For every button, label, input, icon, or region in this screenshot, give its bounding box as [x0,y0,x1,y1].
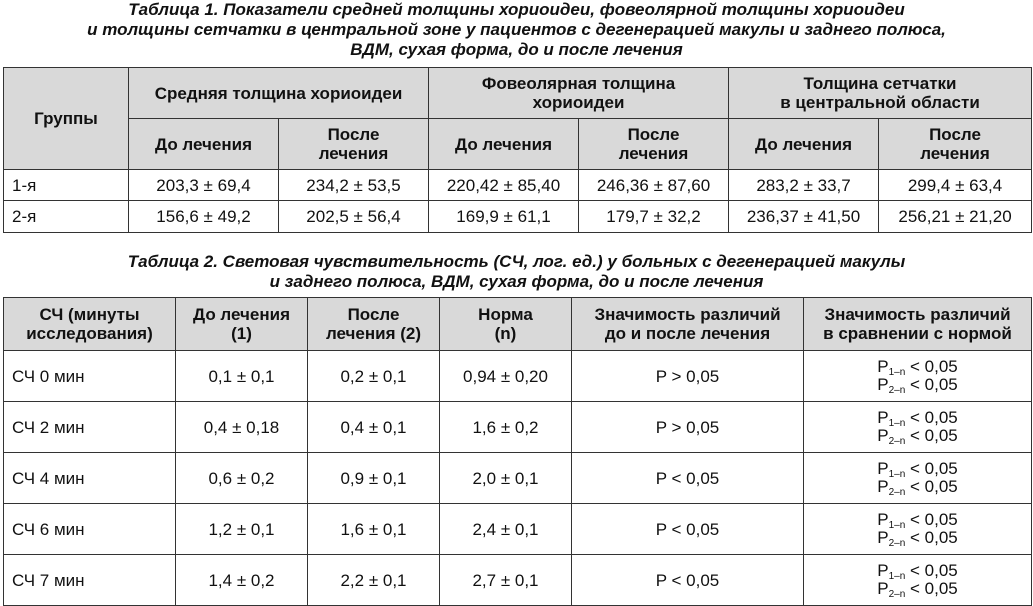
table1-caption-line: Таблица 1. Показатели средней толщины хориоидеи, фовеолярной толщины хориоидеи [128,0,905,19]
table2-caption [0,252,1033,292]
value-cell: 256,21 ± 21,20 [879,201,1032,233]
value-cell: 156,6 ± 49,2 [129,201,279,233]
table-row [4,351,1032,402]
norm-cell: 2,4 ± 0,1 [440,504,572,555]
value-cell: 220,42 ± 85,40 [429,170,579,201]
header-time: СЧ (минуты исследования) [4,298,176,351]
value-cell: 246,36 ± 87,60 [579,170,729,201]
groups-header: Группы [4,68,129,170]
table-row [4,504,1032,555]
p-before-after-cell: P < 0,05 [572,555,804,606]
sub-header-before: До лечения [129,119,279,170]
p-norm-cell: $P_{1-n} < 0,05$ $P_{2-n} < 0,05$ [804,453,1032,504]
after-cell: 2,2 ± 0,1 [308,555,440,606]
col-group-header: Фовеолярная толщина хориоидеи [429,68,729,119]
after-cell: 0,4 ± 0,1 [308,402,440,453]
table1 [3,67,1032,233]
time-cell: СЧ 6 мин [4,504,176,555]
table2 [3,297,1032,606]
header-after: После лечения (2) [308,298,440,351]
p-before-after-cell: P < 0,05 [572,453,804,504]
p-norm-cell: $P_{1-n} < 0,05$ $P_{2-n} < 0,05$ [804,351,1032,402]
norm-cell: 1,6 ± 0,2 [440,402,572,453]
after-cell: 0,9 ± 0,1 [308,453,440,504]
table2-caption-line: Таблица 2. Световая чувствительность (СЧ, лог. ед.) у больных с дегенерацией макулы [127,252,906,271]
sub-header-after: После лечения [579,119,729,170]
table-row [4,555,1032,606]
before-cell: 1,4 ± 0,2 [176,555,308,606]
value-cell: 234,2 ± 53,5 [279,170,429,201]
value-cell: 179,7 ± 32,2 [579,201,729,233]
col-group-header: Толщина сетчатки в центральной области [729,68,1032,119]
sub-header-after: После лечения [879,119,1032,170]
value-cell: 283,2 ± 33,7 [729,170,879,201]
value-cell: 203,3 ± 69,4 [129,170,279,201]
norm-cell: 0,94 ± 0,20 [440,351,572,402]
table1-caption-line: и толщины сетчатки в центральной зоне у пациентов с дегенерацией макулы и заднего полюса, [87,20,946,39]
p-before-after-cell: P < 0,05 [572,504,804,555]
value-cell: 236,37 ± 41,50 [729,201,879,233]
p-before-after-cell: P > 0,05 [572,402,804,453]
value-cell: 299,4 ± 63,4 [879,170,1032,201]
table-row [4,453,1032,504]
table1-caption [0,0,1033,60]
col-group-header: Средняя толщина хориоидеи [129,68,429,119]
p-norm-cell: $P_{1-n} < 0,05$ $P_{2-n} < 0,05$ [804,504,1032,555]
norm-cell: 2,7 ± 0,1 [440,555,572,606]
sub-header-before: До лечения [729,119,879,170]
table-row [4,402,1032,453]
header-p-norm: Значимость различий в сравнении с нормой [804,298,1032,351]
before-cell: 0,1 ± 0,1 [176,351,308,402]
time-cell: СЧ 0 мин [4,351,176,402]
time-cell: СЧ 4 мин [4,453,176,504]
table2-caption-line: и заднего полюса, ВДМ, сухая форма, до и после лечения [269,272,764,291]
p-before-after-cell: P > 0,05 [572,351,804,402]
before-cell: 0,6 ± 0,2 [176,453,308,504]
header-norm: Норма (n) [440,298,572,351]
table-row [4,201,1032,233]
group-cell: 1-я [4,170,129,201]
norm-cell: 2,0 ± 0,1 [440,453,572,504]
header-p-before-after: Значимость различий до и после лечения [572,298,804,351]
p-norm-cell: $P_{1-n} < 0,05$ $P_{2-n} < 0,05$ [804,402,1032,453]
value-cell: 169,9 ± 61,1 [429,201,579,233]
group-cell: 2-я [4,201,129,233]
table1-caption-line: ВДМ, сухая форма, до и после лечения [350,40,683,59]
table-row [4,170,1032,201]
before-cell: 0,4 ± 0,18 [176,402,308,453]
sub-header-before: До лечения [429,119,579,170]
time-cell: СЧ 7 мин [4,555,176,606]
sub-header-after: После лечения [279,119,429,170]
header-before: До лечения (1) [176,298,308,351]
value-cell: 202,5 ± 56,4 [279,201,429,233]
after-cell: 1,6 ± 0,1 [308,504,440,555]
after-cell: 0,2 ± 0,1 [308,351,440,402]
time-cell: СЧ 2 мин [4,402,176,453]
before-cell: 1,2 ± 0,1 [176,504,308,555]
p-norm-cell: $P_{1-n} < 0,05$ $P_{2-n} < 0,05$ [804,555,1032,606]
